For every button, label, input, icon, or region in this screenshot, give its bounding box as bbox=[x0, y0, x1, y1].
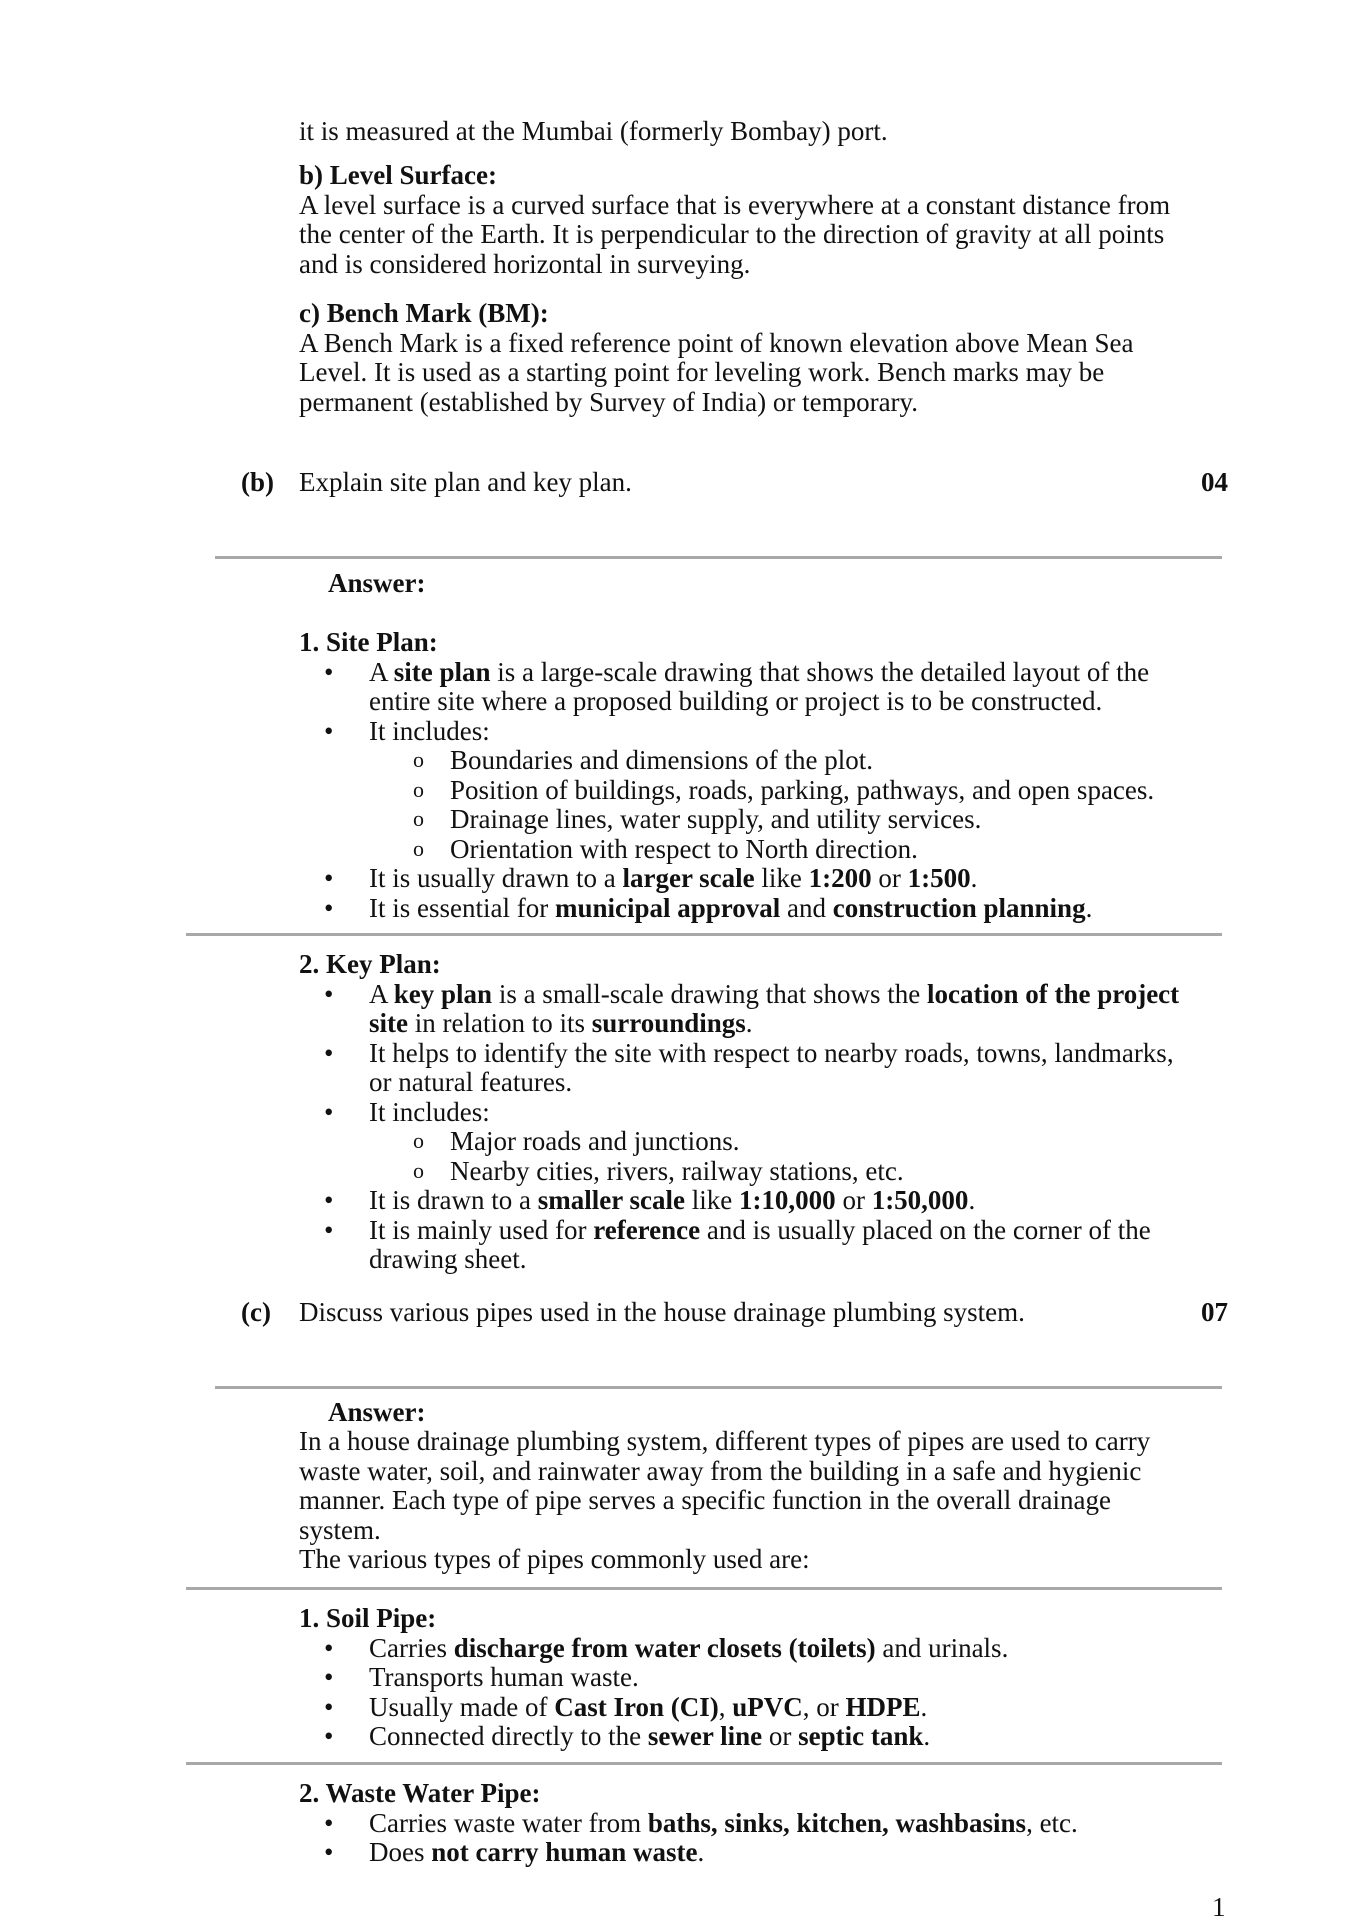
intro-line: it is measured at the Mumbai (formerly Bombay) port. bbox=[299, 116, 888, 146]
divider bbox=[186, 1762, 1222, 1765]
site-plan-sublist bbox=[369, 746, 1199, 864]
question-c-marks: 07 bbox=[1201, 1297, 1228, 1327]
sub-list-item: o Nearby cities, rivers, railway stations, etc. bbox=[369, 1157, 1199, 1187]
divider bbox=[186, 1587, 1222, 1590]
question-b-text: Explain site plan and key plan. bbox=[299, 467, 632, 497]
list-item: • Transports human waste. bbox=[299, 1663, 1199, 1693]
bench-mark-text: A Bench Mark is a fixed reference point of known elevation above Mean Sea Level. It is used as a starting point for leveling work. Bench marks may be permanent (established by Survey of India) or temporary. bbox=[299, 327, 1134, 417]
answer-c-intro-text: In a house drainage plumbing system, different types of pipes are used to carry waste water, soil, and rainwater away from the building in a safe and hygienic manner. Each type of pipe serves a specific function in the overall drainage system. bbox=[299, 1426, 1151, 1545]
bench-mark-section bbox=[299, 299, 1199, 417]
soil-pipe-section bbox=[299, 1604, 1199, 1752]
question-c-number: (c) bbox=[241, 1297, 271, 1327]
key-plan-heading: 2. Key Plan: bbox=[299, 949, 441, 979]
list-item: • Does not carry human waste. bbox=[299, 1838, 1199, 1868]
page-number: 1 bbox=[1212, 1892, 1226, 1922]
list-item: • A key plan is a small-scale drawing that shows the location of the project site in relation to its surroundings. bbox=[299, 980, 1199, 1039]
list-item: • It helps to identify the site with respect to nearby roads, towns, landmarks, or natural features. bbox=[299, 1039, 1199, 1098]
sub-list-item: o Major roads and junctions. bbox=[369, 1127, 1199, 1157]
site-plan-section bbox=[299, 628, 1199, 923]
list-item: • It is drawn to a smaller scale like 1:10,000 or 1:50,000. bbox=[299, 1186, 1199, 1216]
answer-b-label: Answer: bbox=[328, 568, 426, 598]
waste-pipe-heading: 2. Waste Water Pipe: bbox=[299, 1778, 541, 1808]
answer-c-label: Answer: bbox=[328, 1397, 426, 1427]
question-b-number: (b) bbox=[241, 467, 274, 497]
question-b-marks: 04 bbox=[1201, 467, 1228, 497]
soil-pipe-heading: 1. Soil Pipe: bbox=[299, 1603, 437, 1633]
level-surface-heading: b) Level Surface: bbox=[299, 160, 497, 190]
key-plan-sublist bbox=[369, 1127, 1199, 1186]
sub-list-item: o Drainage lines, water supply, and utility services. bbox=[369, 805, 1199, 835]
bench-mark-heading: c) Bench Mark (BM): bbox=[299, 298, 549, 328]
site-plan-heading: 1. Site Plan: bbox=[299, 627, 438, 657]
list-item: • It includes: o Boundaries and dimensions of the plot. o Position of buildings, roads, parking, pathways, and open spaces. o Drainage lines, water supply, and utility services. o Orientation with respect to North direction. bbox=[299, 717, 1199, 865]
waste-pipe-section bbox=[299, 1779, 1199, 1868]
list-item: • Usually made of Cast Iron (CI), uPVC, or HDPE. bbox=[299, 1693, 1199, 1723]
sub-list-item: o Position of buildings, roads, parking, pathways, and open spaces. bbox=[369, 776, 1199, 806]
list-item: • Connected directly to the sewer line or septic tank. bbox=[299, 1722, 1199, 1752]
key-plan-section bbox=[299, 950, 1199, 1275]
list-item: • Carries discharge from water closets (toilets) and urinals. bbox=[299, 1634, 1199, 1664]
list-item: • A site plan is a large-scale drawing that shows the detailed layout of the entire site where a proposed building or project is to be constructed. bbox=[299, 658, 1199, 717]
level-surface-text: A level surface is a curved surface that is everywhere at a constant distance from the center of the Earth. It is perpendicular to the direction of gravity at all points and is considered horizontal in surveying. bbox=[299, 189, 1171, 279]
soil-pipe-list bbox=[299, 1634, 1199, 1752]
level-surface-section bbox=[299, 161, 1199, 279]
sub-list-item: o Orientation with respect to North direction. bbox=[369, 835, 1199, 865]
divider bbox=[186, 933, 1222, 936]
list-item: • It is mainly used for reference and is usually placed on the corner of the drawing sheet. bbox=[299, 1216, 1199, 1275]
answer-c-types-line: The various types of pipes commonly used are: bbox=[299, 1544, 810, 1574]
divider bbox=[215, 556, 1222, 559]
list-item: • It is usually drawn to a larger scale like 1:200 or 1:500. bbox=[299, 864, 1199, 894]
site-plan-list bbox=[299, 658, 1199, 924]
waste-pipe-list bbox=[299, 1809, 1199, 1868]
list-item: • It is essential for municipal approval and construction planning. bbox=[299, 894, 1199, 924]
sub-list-item: o Boundaries and dimensions of the plot. bbox=[369, 746, 1199, 776]
divider bbox=[215, 1386, 1222, 1389]
key-plan-list bbox=[299, 980, 1199, 1275]
answer-c-intro bbox=[299, 1427, 1199, 1575]
question-c-text: Discuss various pipes used in the house drainage plumbing system. bbox=[299, 1297, 1025, 1327]
list-item: • It includes: o Major roads and junctions. o Nearby cities, rivers, railway stations, etc. bbox=[299, 1098, 1199, 1187]
list-item: • Carries waste water from baths, sinks, kitchen, washbasins, etc. bbox=[299, 1809, 1199, 1839]
